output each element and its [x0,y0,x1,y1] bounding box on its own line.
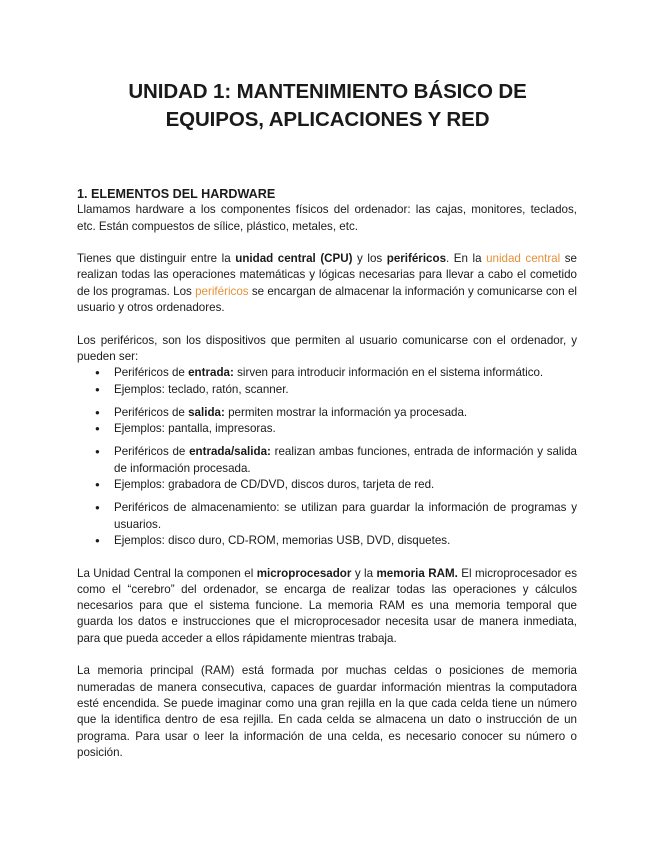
title-line-1: UNIDAD 1: MANTENIMIENTO BÁSICO DE [128,80,527,103]
paragraph-memoria-principal: La memoria principal (RAM) está formada por muchas celdas o posiciones de memoria numeradas de manera consecutiva, capaces de guardar información mientras la computadora esté encendida. Se puede imaginar como una gran rejilla en la que cada celda tiene un número que la identifica dentro de esa rejilla. En cada celda se almacena un dato o instrucción de un programa. Para usar o leer la información de una celda, es necesario conocer su número o posición. [77,664,577,759]
document-body [77,186,577,761]
perifericos-list [77,444,577,493]
list-item: ● Periféricos de entrada: sirven para introducir información en el sistema informático. [77,365,577,381]
bold-memoria-ram: memoria RAM. [376,566,458,580]
bold-unidad-central: unidad central (CPU) [235,252,353,266]
list-item: ● Periféricos de almacenamiento: se utilizan para guardar la información de programas y usuarios. [77,500,577,533]
section-heading: 1. ELEMENTOS DEL HARDWARE [77,187,276,201]
title-line-2: EQUIPOS, APLICACIONES Y RED [165,108,490,131]
perifericos-list [77,405,577,438]
paragraph-cpu-perifericos: Tienes que distinguir entre la unidad central (CPU) y los periféricos. En la unidad central se realizan todas las operaciones matemáticas y lógicas necesarias para llevar a cabo el cometido de los programas. Los periféricos se encargan de almacenar la información y comunicarse con el usuario y otros ordenadores. [77,252,577,315]
bold-perifericos: periféricos [386,252,447,266]
page-title [40,78,615,134]
paragraph-perifericos-intro: Los periféricos, son los dispositivos que permiten al usuario comunicarse con el ordenador, y pueden ser: [77,333,577,363]
paragraph-unidad-central: La Unidad Central la componen el microprocesador y la memoria RAM. El microprocesador es como el “cerebro” del ordenador, se encarga de realizar todas las operaciones y cálculos necesarios para que el sistema funcione. La memoria RAM es una memoria temporal que guarda los datos e instrucciones que el microprocesador necesita usar de manera inmediata, para que pueda acceder a ellos rápidamente mientras trabaja. [77,566,577,645]
paragraph-hardware-definition: Llamamos hardware a los componentes físicos del ordenador: las cajas, monitores, teclados, etc. Están compuestos de sílice, plástico, metales, etc. [77,203,577,233]
list-subitem: ● Ejemplos: teclado, ratón, scanner. [77,382,577,398]
perifericos-list [77,365,577,398]
perifericos-list [77,500,577,549]
list-item: ● Periféricos de entrada/salida: realizan ambas funciones, entrada de información y salida de información procesada. [77,444,577,477]
list-subitem: ● Ejemplos: pantalla, impresoras. [77,421,577,437]
highlight-unidad-central: unidad central [486,252,561,266]
highlight-perifericos: periféricos [195,284,249,298]
list-subitem: ● Ejemplos: grabadora de CD/DVD, discos duros, tarjeta de red. [77,477,577,493]
bold-microprocesador: microprocesador [256,566,352,580]
list-item: ● Periféricos de salida: permiten mostrar la información ya procesada. [77,405,577,421]
list-subitem: ● Ejemplos: disco duro, CD-ROM, memorias USB, DVD, disquetes. [77,533,577,549]
